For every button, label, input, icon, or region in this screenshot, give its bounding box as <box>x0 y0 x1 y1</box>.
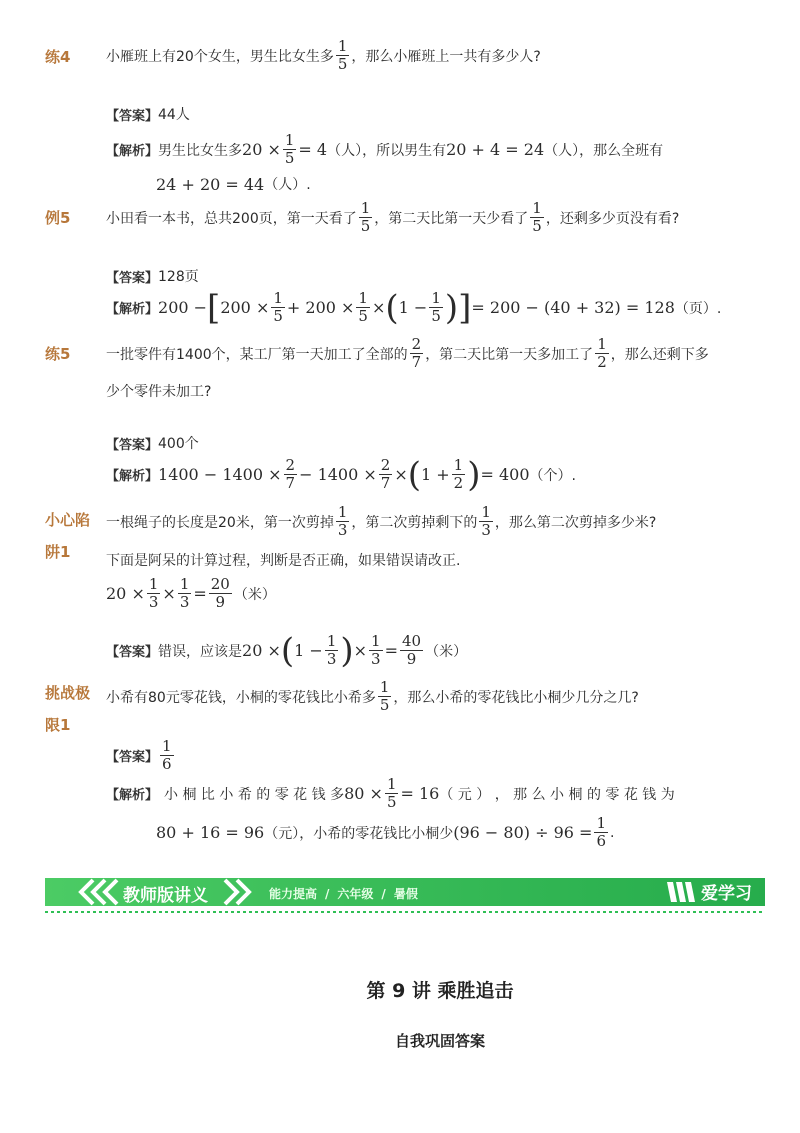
answer-line: 【答案】 错误，应该是 20 × ( 1 − $\frac{1}{3}$ ) × $\frac{1}{3}$ = $\frac{40}{9}$ （米） <box>106 630 468 671</box>
question-text: 小雁班上有20个女生，男生比女生多 $\frac{1}{5}$ ，那么小雁班上一共有多少人? <box>106 37 541 73</box>
exercise-label: 练4 <box>45 48 71 66</box>
brand-logo: 爱学习 <box>665 879 752 904</box>
question-text: 一批零件有1400个，某工厂第一天加工了全部的 $\frac{2}{7}$ ，第二天比第一天多加工了 $\frac{1}{2}$ ，那么还剩下多 <box>106 335 709 371</box>
answer-line: 【答案】 400个 <box>106 436 199 453</box>
wrong-calculation: 20 × $\frac{1}{3}$ × $\frac{1}{3}$ = $\frac{20}{9}$ （米） <box>106 575 276 611</box>
analysis-line: 【解析】 1400 − 1400 × $\frac{2}{7}$ − 1400 × $\frac{2}{7}$ × ( 1 + $\frac{1}{2}$ ) = 400 （个）. <box>106 454 576 495</box>
answer-line: 【答案】 $\frac{1}{6}$ <box>106 737 172 773</box>
challenge-label: 挑战极 限1 <box>45 684 91 734</box>
analysis-line: 【解析】 男生比女生多 20 × $\frac{1}{5}$ = 4 （人），所以男生有 20 + 4 = 24 （人），那么全班有 <box>106 131 664 167</box>
section-subtitle: 自我巩固答案 <box>394 1032 485 1050</box>
example-label: 例5 <box>45 209 71 227</box>
question-text: 小田看一本书，总共200页，第一天看了 $\frac{1}{5}$ ，第二天比第一天少看了 $\frac{1}{5}$ ，还剩多少页没有看? <box>106 199 680 235</box>
question-text: 一根绳子的长度是20米，第一次剪掉 $\frac{1}{3}$ ，第二次剪掉剩下的 $\frac{1}{3}$ ，那么第二次剪掉多少米? <box>106 503 657 539</box>
answer-line: 【答案】 128页 <box>106 269 199 286</box>
banner-meta: 能力提高 / 六年级 / 暑假 <box>269 886 418 901</box>
question-text: 小希有80元零花钱，小桐的零花钱比小希多 $\frac{1}{5}$ ，那么小希的零花钱比小桐少几分之几? <box>106 678 639 714</box>
analysis-line-2: 80 + 16 = 96 （元），小希的零花钱比小桐少 (96 − 80) ÷ 96 = $\frac{1}{6}$ . <box>156 814 615 850</box>
answer-line: 【答案】 44人 <box>106 107 190 124</box>
analysis-line: 【解析】 200 − [ 200 × $\frac{1}{5}$ + 200 × $\frac{1}{5}$ × ( 1 − $\frac{1}{5}$ ) ] = 200 − (40 + 32) = 128 （页）. <box>106 287 722 328</box>
trap-label: 小心陷 阱1 <box>45 511 91 561</box>
fraction: $\frac{1}{5}$ <box>337 37 348 73</box>
lecture-title: 第 9 讲 乘胜追击 <box>366 980 514 1002</box>
edition-label: 教师版讲义 <box>123 886 208 906</box>
exercise-label: 练5 <box>45 345 71 363</box>
question-text-2: 下面是阿呆的计算过程，判断是否正确，如果错误请改正. <box>106 553 461 569</box>
brand-mark-icon <box>665 880 697 904</box>
analysis-line: 【解析】 小 桐 比 小 希 的 零 花 钱 多 80 × $\frac{1}{5}$ = 16 （ 元 ） ， 那 么 小 桐 的 零 花 钱 为 <box>106 775 675 811</box>
question-text-2: 少个零件未加工? <box>106 384 212 400</box>
footer-banner <box>45 874 765 912</box>
analysis-line-2: 24 + 20 = 44 （人）. <box>156 174 311 194</box>
